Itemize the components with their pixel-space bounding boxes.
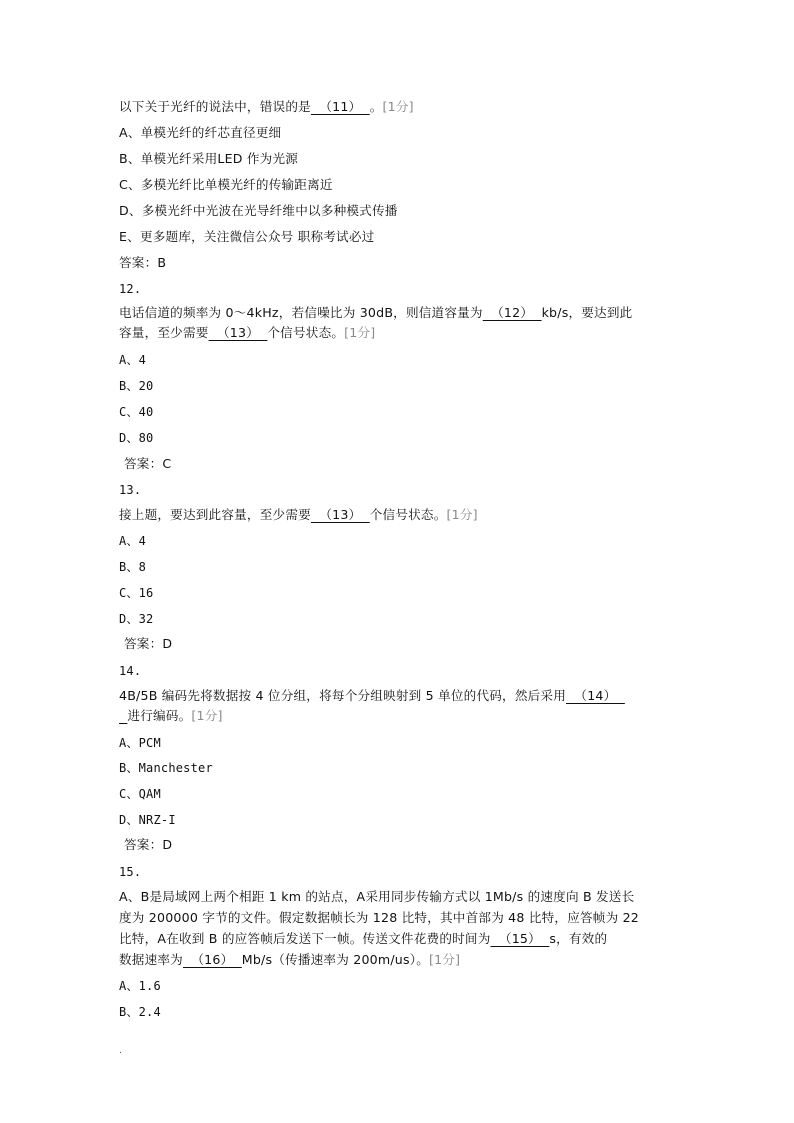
- q15-stem-line4: 数据速率为 （16） Mb/s（传播速率为 200m/us）。[1分]: [119, 952, 461, 967]
- q13-stem: 接上题，要达到此容量，至少需要 （13） 个信号状态。[1分]: [119, 507, 478, 522]
- q11-option-a: A、单模光纤的纤芯直径更细: [119, 125, 282, 140]
- q15-option-b: B、2.4: [119, 1005, 161, 1019]
- q12-answer-blank: （12）: [482, 305, 542, 320]
- q16-answer-blank: （16）: [182, 952, 242, 967]
- q11-option-d: D、多模光纤中光波在光导纤维中以多种模式传播: [119, 203, 398, 218]
- q15-answer-blank: （15）: [490, 931, 550, 946]
- q11-option-e: E、更多题库，关注微信公众号 职称考试必过: [119, 229, 375, 244]
- q14-option-c: C、QAM: [119, 787, 161, 801]
- q12-option-d: D、80: [119, 431, 154, 445]
- q14-option-a: A、PCM: [119, 736, 161, 750]
- q11-option-b: B、单模光纤采用LED 作为光源: [119, 151, 299, 166]
- q14-answer: 答案：D: [124, 837, 173, 852]
- q13-option-b: B、8: [119, 560, 147, 574]
- q14-option-b: B、Manchester: [119, 761, 213, 775]
- q13-option-a: A、4: [119, 534, 147, 548]
- q12-option-c: C、40: [119, 405, 154, 419]
- q11-option-c: C、多模光纤比单模光纤的传输距离近: [119, 177, 333, 192]
- q13-stem-blank: （13）: [310, 507, 370, 522]
- q14-stem-line2: 进行编码。[1分]: [127, 708, 223, 723]
- q11-answer: 答案：B: [119, 255, 167, 270]
- q12-option-a: A、4: [119, 353, 147, 367]
- q11-stem: 以下关于光纤的说法中，错误的是 （11） 。[1分]: [119, 99, 414, 114]
- q15-stem-line1: A、B是局域网上两个相距 1 km 的站点，A采用同步传输方式以 1Mb/s 的速度向 B 发送长: [119, 889, 635, 904]
- q12-number: 12.: [119, 282, 142, 296]
- q13-points: [1分]: [446, 507, 478, 522]
- q12-answer: 答案：C: [124, 456, 172, 471]
- q11-answer-blank: （11）: [310, 99, 370, 114]
- q14-points: [1分]: [191, 708, 223, 723]
- q11-points: [1分]: [382, 99, 414, 114]
- q14-option-d: D、NRZ-I: [119, 813, 176, 827]
- q14-answer-blank: （14）: [566, 688, 625, 703]
- q14-number: 14.: [119, 664, 142, 678]
- q14-stem-line1: 4B/5B 编码先将数据按 4 位分组，将每个分组映射到 5 单位的代码，然后采用 （14）: [119, 688, 625, 703]
- q15-option-a: A、1.6: [119, 979, 161, 993]
- q13-option-c: C、16: [119, 586, 154, 600]
- q15-number: 15.: [119, 865, 142, 879]
- q13-answer-blank: （13）: [208, 325, 268, 340]
- q12-stem-line1: 电话信道的频率为 0～4kHz，若信噪比为 30dB，则信道容量为 （12） kb/s，要达到此: [119, 305, 633, 320]
- q12-option-b: B、20: [119, 379, 154, 393]
- footer-dot: .: [119, 1046, 122, 1056]
- q13-option-d: D、32: [119, 612, 154, 626]
- q13-answer: 答案：D: [124, 636, 173, 651]
- q15-stem-line3: 比特，A在收到 B 的应答帧后发送下一帧。传送文件花费的时间为 （15） s，有效的: [119, 931, 608, 946]
- q15-stem-line2: 度为 200000 字节的文件。假定数据帧长为 128 比特，其中首部为 48 比特，应答帧为 22: [119, 910, 639, 925]
- q12-stem-line2: 容量，至少需要 （13） 个信号状态。[1分]: [119, 325, 376, 340]
- q13-number: 13.: [119, 483, 142, 497]
- q15-points: [1分]: [429, 952, 461, 967]
- q12-points: [1分]: [344, 325, 376, 340]
